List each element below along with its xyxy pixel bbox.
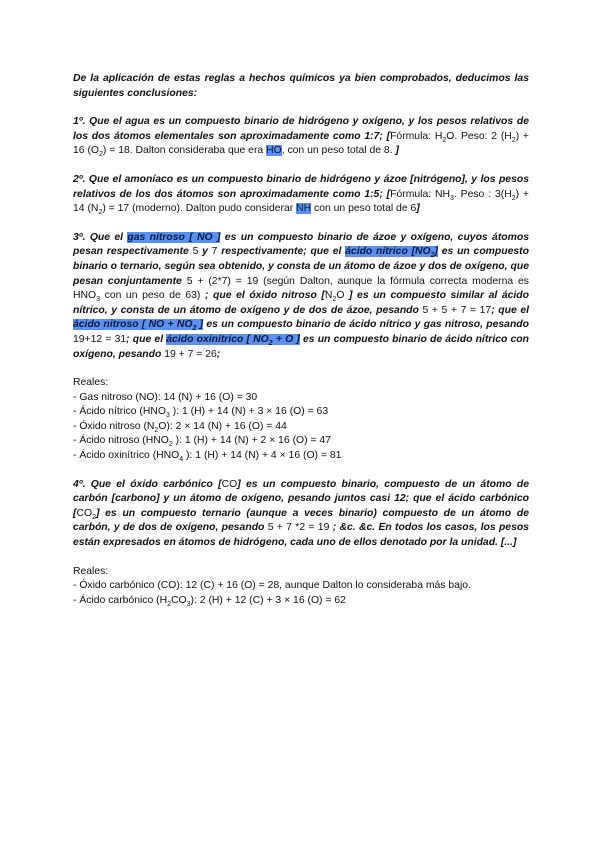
conclusion-2-formula: Fórmula: $NH_3$. Peso : $3(H_2) + 14$ $(N_2) = 17$ (moderno). Dalton pudo considerar NH con un peso total de 6 [73, 188, 529, 217]
list-item: - Ácido nitroso ($HNO_2$ ): 1 (H) + 14 (N) + 2 × 16 (O) = 47 [73, 435, 331, 449]
highlight-acido-nitrico: ácido nítrico $[NO_2]$ [345, 246, 438, 260]
conclusion-1-text: 1º. Que el agua es un compuesto binario de hidrógeno y oxígeno, y los pesos relativos de los dos átomos elementales son aproximadamente como 1:7; [ [73, 116, 529, 142]
conclusion-1: 1º. Que el agua es un compuesto binario de hidrógeno y oxígeno, y los pesos relativos de los dos átomos elementales son aproximadamente como 1:7; [Fórmula: $H_2O$. Peso: 2 $(H_2) + 16$ $(O_2) = 18$. Dalton consideraba que era HO, con un peso total de 8. ] [73, 116, 529, 159]
list-item: - Ácido nítrico ($HNO_3$ ): 1 (H) + 14 (N) + 3 × 16 (O) = 63 [73, 406, 329, 420]
conclusion-2-text: 2º. Que el amoníaco es un compuesto binario de hidrógeno y ázoe [nitrógeno], y los pesos relativos de los dos átomos son aproximadamente como 1:5; [ [73, 173, 529, 200]
conclusion-1-formula: Fórmula: $H_2O$. Peso: 2 $(H_2) + 16$ $(O_2) = 18$. Dalton consideraba que era HO, con un peso total de 8. [73, 130, 529, 159]
reales-list-2 [73, 565, 529, 609]
conclusion-4: 4º. Que el óxido carbónico [CO] es un compuesto binario, compuesto de un átomo de carbón [carbono] y un átomo de oxígeno, pesando juntos casi 12; que el ácido carbónico $[CO_2]$ es un compuesto ternario (aunque a veces binario) compuesto de un átomo de carbón, y de dos de oxígeno, pesando 5 + 7 *2 = 19 ; &c. &c. En todos los casos, los pesos están expresados en átomos de hidrógeno, cada uno de ellos denotado por la unidad. [...] [73, 478, 530, 549]
conclusion-3: 3º. Que el gas nitroso [ NO ] es un compuesto binario de ázoe y oxígeno, cuyos átomos pesan respectivamente 5 y 7 respectivamente; que el ácido nítrico $[NO_2]$ es un compuesto binario o ternario, según sea obtenido, y consta de un átomo de ázoe y dos de oxígeno, que pesan conjuntamente 5 + (2*7) = 19 (según Dalton, aunque la fórmula correcta moderna es $HNO_3$ con un peso de 63) ; que el óxido nitroso [$N_2O$ ] es un compuesto similar al ácido nítrico, y consta de un átomo de oxígeno y de dos de ázoe, pesando 5 + 5 + 7 = 17; que el ácido nitroso [ NO + $NO_2$ ] es un compuesto binario de ácido nítrico y gas nitroso, pesando 19+12 = 31; que el ácido oxinítrico [ $NO_2 + O$ ] es un compuesto binario de ácido nítrico con oxígeno, pesando 19 + 7 = 26; [73, 231, 530, 360]
reales-title: Reales: [73, 377, 109, 389]
document-body [73, 72, 529, 622]
list-item: - Ácido carbónico $(H_2CO_3)$: 2 (H) + 12 (C) + 3 × 16 (O) = 62 [73, 594, 346, 608]
highlight-gas-nitroso: gas nitroso [ NO ] [127, 231, 221, 243]
reales-list-1 [73, 376, 529, 464]
list-item: - Gas nitroso (NO): 14 (N) + 16 (O) = 30 [73, 391, 258, 403]
conclusion-2: 2º. Que el amoníaco es un compuesto binario de hidrógeno y ázoe [nitrógeno], y los pesos relativos de los dos átomos son aproximadamente como 1:5; [Fórmula: $NH_3$. Peso : $3(H_2) + 14$ $(N_2) = 17$ (moderno). Dalton pudo considerar NH con un peso total de 6] [73, 173, 529, 217]
list-item: - Óxido nitroso $(N_2O)$: 2 × 14 (N) + 16 (O) = 44 [73, 420, 287, 434]
intro-paragraph: De la aplicación de estas reglas a hechos químicos ya bien comprobados, deducimos las siguientes conclusiones: [73, 73, 529, 99]
highlight-nh: NH [296, 203, 312, 215]
highlight-acido-oxinitrico: ácido oxinítrico [ $NO_2 + O$ ] [166, 333, 300, 347]
list-item: - Ácido oxinítrico ($HNO_4$ ): 1 (H) + 14 (N) + 4 × 16 (O) = 81 [73, 450, 342, 464]
highlight-ho: HO [266, 145, 282, 157]
reales-title: Reales: [73, 565, 109, 577]
list-item: - Óxido carbónico (CO): 12 (C) + 16 (O) = 28, aunque Dalton lo consideraba más bajo. [73, 580, 471, 592]
highlight-acido-nitroso: ácido nitroso [ NO + $NO_2$ ] [73, 319, 204, 333]
